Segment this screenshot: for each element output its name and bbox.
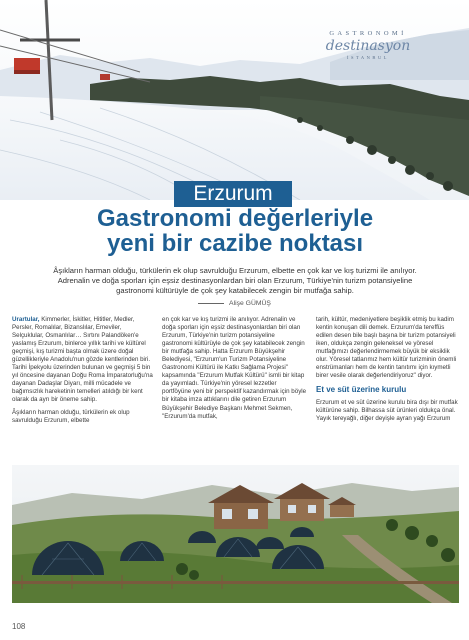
text-column-1 xyxy=(12,316,153,429)
section-subheading: Et ve süt üzerine kurulu xyxy=(316,385,407,395)
column-1-paragraph-1 xyxy=(12,316,153,405)
column-1-paragraph-1-text: Kimmerler, İskitler, Hititler, Medler, Persler, Romalılar, Bizanslılar, Emeviler, Selçuklular, Osmanlılar… Sırtını Palandöken'e yaslamış Erzurum, binlerce yıllık tarihi ve kültürel geçmişi, kış turizmi başta olmak üzere doğal güzellikleriyle Anadolu'nun gözde kentlerinden biri. Tarihi İpekyolu üzerinden bulunan ve geçmişi 5 bin yıl öncesine dayanan Doğu Roma İmparatorluğu'na dayanan Dadaşlar Diyarı, milli mücadele ve bağımsızlık hareketinin temelleri atıldığı bir kent olarak da ayrı bir öneme sahip. xyxy=(12,316,153,404)
headline-line-1: Gastronomi değerleriyle xyxy=(96,205,374,232)
author-name: Alişe GÜMÜŞ xyxy=(229,300,271,307)
masthead-script: destinasyon xyxy=(325,38,411,54)
byline-rule xyxy=(198,303,224,304)
article-lede: Âşıkların harman olduğu, türkülerin ek olup savrulduğu Erzurum, elbette en çok kar ve kış turizmi ile anılıyor. Adrenalin ve doğa sporları için eşsiz destinasyonlardan biri olan Erzurum, Türkiye'nin turizm potansiyeline gastronomi kültürüyle de çok şey katabilecek zengin bir mutfağa sahip. xyxy=(53,266,417,295)
column-2-paragraph-1: en çok kar ve kış turizmi ile anılıyor. Adrenalin ve doğa sporları için eşsiz destinasyonlardan biri olan Erzurum, Türkiye'nin turizm potansiyeline gastronomi kültürüyle de çok şey katabilecek zengin bir mutfağa sahip. Hatta Erzurum Büyükşehir Belediyesi, "Erzurum'un Turizm Potansiyeline Gastronomi Kültürü ile Katkı Sağlama Projesi" kapsamında "Erzurum Mutfak Kültürü" ismli bir kitap da yayımladı. Türkiye'nin yöresel lezzetler portföyüne yeni bir perspektif kazandırmak için böyle bir kitaba imza attıklarını dile getiren Erzurum Büyükşehir Belediye Başkanı Mehmet Sekmen, "Erzurum'da mutfak, xyxy=(162,316,307,420)
masthead-top: GASTRONOMİ xyxy=(329,30,407,37)
text-column-3 xyxy=(316,316,461,428)
headline-line-2: yeni bir cazibe noktası xyxy=(106,230,364,257)
column-3-paragraph-2: Erzurum et ve süt üzerine kurulu bira dışı bir mutfak kültürüne sahip. Bilhassa süt ürünleri oldukça önal. Yayık tereyağlı, diğer deyişle ayran yağı Erzurum xyxy=(316,399,458,423)
magazine-masthead xyxy=(303,30,433,60)
masthead-bottom: İSTANBUL xyxy=(347,55,389,60)
page-number: 108 xyxy=(12,622,26,631)
article-headline xyxy=(40,206,430,256)
chalet-domes-photo xyxy=(12,465,459,603)
column-1-paragraph-2: Âşıkların harman olduğu, türkülerin ek olup savrulduğu Erzurum, elbette xyxy=(12,408,130,424)
chalet-domes-illustration xyxy=(12,465,459,603)
author-byline xyxy=(0,300,469,307)
column-3-paragraph-1: tarih, kültür, medeniyetlere beşiklik etmiş bu kadim kentin konuşan dili demek. Erzurum'da tereffüs edilen desen bile başlı başına bir turizm potansiyeli iken, oldukça zengin geleneksel ve yöresel mutfağımızı değerlendirmemek büyük bir eksiklik olur. Yöresel tatlarımız hem kültür turizminin önemli enstrümanları hem de kentin tanıtımı için kıymetli birer vesile olarak değerlendiriyoruz" diyor. xyxy=(316,316,457,380)
lead-word: Urartular, xyxy=(12,316,40,323)
city-tag: Erzurum xyxy=(174,181,292,207)
text-column-2 xyxy=(162,316,307,425)
